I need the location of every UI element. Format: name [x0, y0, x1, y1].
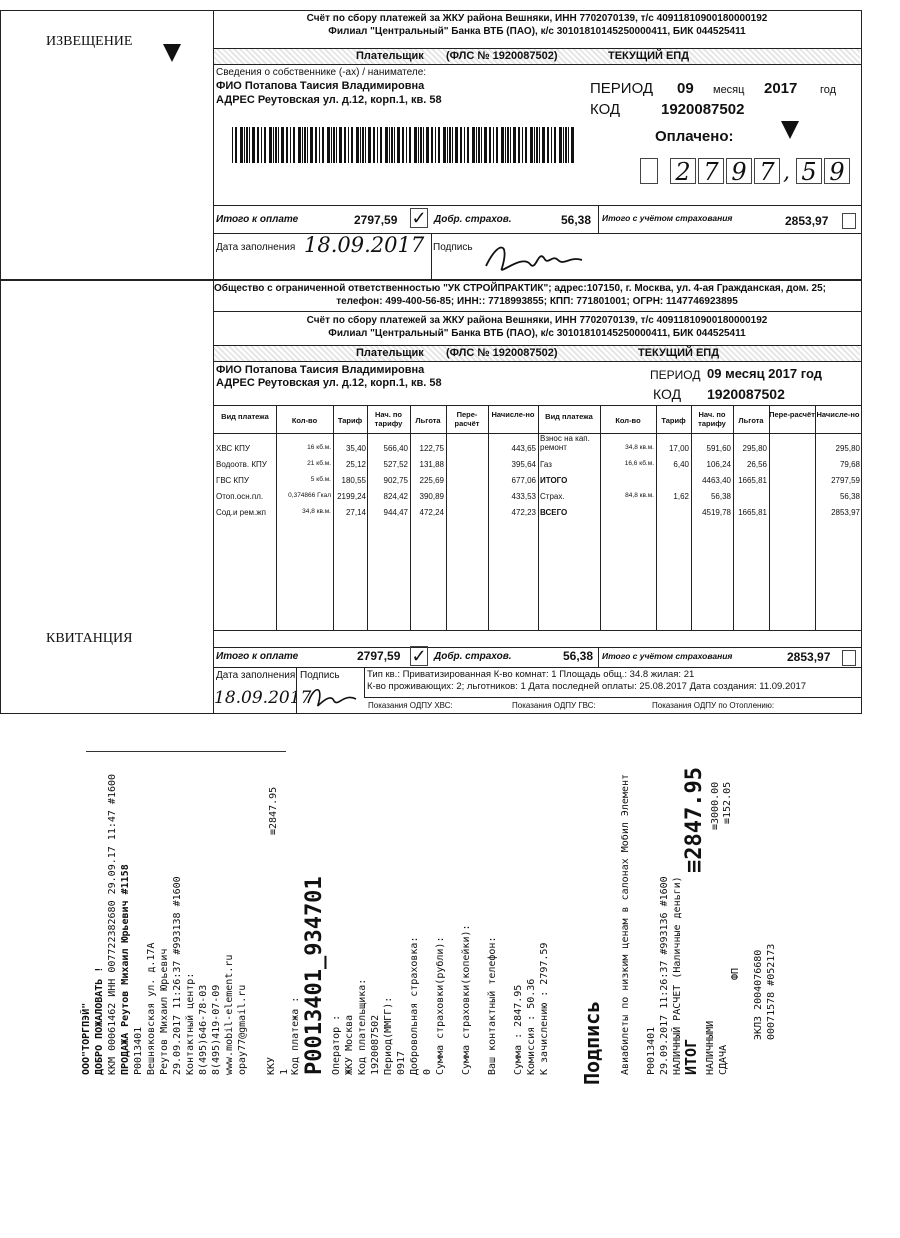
- col-header: Нач. по тарифу: [374, 410, 403, 428]
- payer-label: Плательщик: [356, 50, 424, 62]
- bank-line-1: Счёт по сбору платежей за ЖКУ района Вешняки, ИНН 7702070139, т/с 40911810900180000192: [306, 315, 768, 326]
- cheque-line: Период(ММГГ):: [383, 996, 394, 1075]
- left_rows-cell: 21 кб.м.: [307, 460, 331, 467]
- epd-label: ТЕКУЩИЙ ЕПД: [608, 50, 690, 62]
- right_rows-cell: 56,38: [839, 492, 860, 501]
- cheque-signature-label: Подпись: [580, 1000, 604, 1085]
- ins-value: 56,38: [561, 213, 592, 227]
- owner-address: АДРЕС Реутовская ул. д.12, корп.1, кв. 58: [216, 377, 442, 389]
- right_rows-cell: 4519,78: [702, 508, 731, 517]
- cheque-line: ДОБРО ПОЖАЛОВАТЬ !: [94, 966, 105, 1075]
- col-header: Вид платежа: [221, 412, 269, 421]
- sign-label: Подпись: [433, 242, 473, 253]
- receipt-label: КВИТАНЦИЯ: [46, 631, 133, 646]
- triangle-marker-icon: [163, 44, 181, 62]
- owner-caption: Сведения о собственнике (-ах) / нанимателе:: [216, 67, 427, 78]
- total-value: 2797,59: [354, 213, 398, 227]
- right_rows-cell: Газ: [540, 460, 552, 469]
- total-label: Итого к оплате: [216, 651, 299, 662]
- cheque-eklz: ЭКЛЗ 2004076680: [753, 949, 764, 1040]
- period-label: ПЕРИОД: [590, 80, 654, 97]
- cheque-line: 29.09.2017 11:26:37 #993138 #1600: [172, 876, 183, 1075]
- cheque-line: Сумма страховки(рубли):: [435, 936, 446, 1075]
- left_rows-cell: 2199,24: [337, 492, 366, 501]
- cheque-line: Комиссия : 50.36: [526, 978, 537, 1075]
- epd-label: ТЕКУЩИЙ ЕПД: [638, 347, 720, 359]
- right_rows-cell: Страх.: [540, 492, 565, 501]
- owner-fio: ФИО Потапова Таисия Владимировна: [216, 80, 425, 92]
- cheque-kku-label: ККУ: [266, 1056, 277, 1075]
- code-label: КОД: [590, 101, 621, 118]
- cheque-kku-block: [265, 1057, 291, 1075]
- meter-hot: Показания ОДПУ ГВС:: [512, 701, 596, 710]
- date-label: Дата заполнения: [216, 242, 296, 253]
- left_rows-cell: 395,64: [511, 460, 536, 469]
- checkbox-empty-icon: [842, 213, 856, 229]
- left_rows-cell: 902,75: [383, 476, 408, 485]
- cheque-line: www.mobil-element.ru: [224, 954, 235, 1075]
- period-value: 09 месяц 2017 год: [707, 366, 822, 381]
- right_rows-cell: 2853,97: [831, 508, 860, 517]
- apartment-info: [367, 669, 806, 693]
- col-header: Тариф: [661, 416, 686, 425]
- left_rows-cell: ХВС КПУ: [216, 444, 250, 453]
- left_rows-cell: 824,42: [383, 492, 408, 501]
- cheque-line: [499, 924, 512, 1075]
- left_rows-cell: 225,69: [419, 476, 444, 485]
- cheque-kku-qty: 1: [279, 1068, 290, 1075]
- code-value: 1920087502: [707, 386, 785, 402]
- left_rows-cell: 131,88: [419, 460, 444, 469]
- cheque-line: opay77@gmail.ru: [237, 984, 248, 1075]
- col-header: Нач. по тарифу: [698, 410, 726, 428]
- left_rows-cell: 16 кб.м.: [307, 444, 331, 451]
- left_rows-cell: 566,40: [383, 444, 408, 453]
- cheque-line: Вешняковская ул. д.17А: [146, 942, 157, 1075]
- right_rows-cell: 295,80: [835, 444, 860, 453]
- left_rows-cell: 35,40: [345, 444, 366, 453]
- right_rows-cell: 84,8 кв.м.: [625, 492, 654, 499]
- paid-digit: 9: [824, 158, 850, 184]
- barcode: [232, 127, 576, 163]
- left_rows-cell: 34,8 кв.м.: [302, 508, 331, 515]
- right_rows-cell: Взнос на кап. ремонт: [540, 434, 590, 452]
- col-header: Тариф: [337, 416, 363, 425]
- checkbox-checked-icon: ✓: [411, 646, 427, 666]
- year-word: год: [820, 84, 837, 96]
- right_rows-cell: 4463,40: [702, 476, 731, 485]
- apartment-info-line-1: Тип кв.: Приватизированная К-во комнат: 1 Площадь общ.: 34.8 жилая: 21: [367, 669, 695, 680]
- payer-label: Плательщик: [356, 347, 424, 359]
- period-year: 2017: [764, 80, 798, 97]
- paid-digit: 7: [698, 158, 724, 184]
- right_rows-cell: 16,6 кб.м.: [624, 460, 654, 467]
- apartment-info-line-2: К-во проживающих: 2; льготников: 1 Дата последней оплаты: 25.08.2017 Дата создания: 11.09.2017: [367, 681, 807, 692]
- right_rows-cell: 17,00: [668, 444, 689, 453]
- cheque-line: [632, 774, 645, 1075]
- cheque-header-block: [80, 774, 249, 1075]
- payer-id: (ФЛС № 1920087502): [446, 347, 558, 359]
- col-header: Льгота: [738, 416, 764, 425]
- code-value: 1920087502: [661, 101, 745, 118]
- cheque-line: 0917: [396, 1050, 407, 1075]
- total-value: 2797,59: [357, 649, 401, 663]
- left_rows-cell: Водоотв. КПУ: [216, 460, 267, 469]
- cheque-itog-label: ИТОГ: [682, 1038, 700, 1075]
- period-month: 09: [677, 80, 694, 97]
- with-ins-label: Итого с учётом страхования: [602, 651, 733, 661]
- cheque-line: 8(495)419-07-09: [211, 984, 222, 1075]
- cheque-line: Ваш контактный телефон:: [487, 936, 498, 1075]
- cheque-line: ООО"ТОРГПЭЙ": [81, 1002, 92, 1075]
- col-header: Пере-расчёт: [454, 410, 480, 428]
- period-label: ПЕРИОД: [650, 368, 701, 382]
- bank-line-2: Филиал "Центральный" Банка ВТБ (ПАО), к/с 30101810145250000411, БИК 044525411: [328, 328, 746, 339]
- checkbox-checked-icon: ✓: [411, 208, 427, 228]
- cheque-line: ККМ 00061462 ИНН 007722382680 29.09.17 11:47 #1600: [107, 773, 118, 1075]
- signature-icon: [478, 236, 588, 278]
- left_rows-cell: 0,374866 Гкал: [288, 492, 331, 499]
- right_rows-cell: 2797,59: [831, 476, 860, 485]
- paid-digit: 5: [796, 158, 822, 184]
- date-handwritten: 18.09.2017: [214, 688, 312, 708]
- company-details: [214, 282, 860, 308]
- left_rows-cell: 5 кб.м.: [310, 476, 331, 483]
- company-line-1: Общество с ограниченной ответственностью "УК СТРОЙПРАКТИК"; адрес:107150, г. Москва, ул. 4-ая Гражданская, дом. 25;: [214, 283, 826, 294]
- right_rows-cell: 1665,81: [738, 508, 767, 517]
- meter-cold: Показания ОДПУ ХВС:: [368, 701, 453, 710]
- left_rows-cell: Отоп.осн.пл.: [216, 492, 264, 501]
- checkbox-empty-icon: [842, 650, 856, 666]
- ins-value: 56,38: [563, 649, 594, 663]
- signature-icon: [304, 681, 360, 711]
- cheque-line: Сумма : 2847.95: [513, 984, 524, 1075]
- right_rows-cell: 1,62: [673, 492, 689, 501]
- cheque-line: Реутов Михаил Юрьевич: [159, 948, 170, 1075]
- with-ins-value: 2853,97: [787, 650, 831, 664]
- receipt-bank-details: [214, 314, 860, 340]
- company-line-2: телефон: 499-400-56-85; ИНН:: 7718993855; КПП: 771801001; ОГРН: 1147746923895: [336, 296, 738, 307]
- cheque-pay-code-label: Код платежа :: [290, 996, 301, 1075]
- left_rows-cell: 443,65: [511, 444, 536, 453]
- cheque-eklz-block: [752, 944, 778, 1040]
- ins-label: Добр. страхов.: [434, 214, 512, 225]
- bank-line-1: Счёт по сбору платежей за ЖКУ района Вешняки, ИНН 7702070139, т/с 40911810900180000192: [306, 13, 768, 24]
- cheque-line: Сумма страховки(копейки):: [461, 924, 472, 1075]
- cheque-line: Авиабилеты по низким ценам в салонах Мобил Элемент: [620, 773, 631, 1075]
- owner-address: АДРЕС Реутовская ул. д.12, корп.1, кв. 58: [216, 94, 442, 106]
- left_rows-cell: 25,12: [345, 460, 366, 469]
- right_rows-cell: 34,8 кв.м.: [625, 444, 654, 451]
- paid-label: Оплачено:: [655, 128, 734, 145]
- total-label: Итого к оплате: [216, 214, 299, 225]
- cheque-change-label: СДАЧА: [718, 1044, 729, 1075]
- left_rows-cell: 433,53: [511, 492, 536, 501]
- notice-label: ИЗВЕЩЕНИЕ: [46, 34, 133, 49]
- paid-digit: 7: [754, 158, 780, 184]
- cheque-operator-block: [330, 924, 551, 1075]
- left_rows-cell: 27,14: [345, 508, 366, 517]
- cheque-line: 0: [422, 1068, 433, 1075]
- right_rows-cell: 6,40: [673, 460, 689, 469]
- with-ins-label: Итого с учётом страхования: [602, 213, 733, 223]
- bank-line-2: Филиал "Центральный" Банка ВТБ (ПАО), к/с 30101810145250000411, БИК 044525411: [328, 26, 746, 37]
- cheque-line: ПРОДАЖА Реутов Михаил Юрьевич #1158: [120, 864, 131, 1075]
- right_rows-cell: 56,38: [710, 492, 731, 501]
- cheque-line: P0013401: [646, 1026, 657, 1075]
- cheque-change-value: ≡152.05: [722, 781, 733, 824]
- cheque-line: Код плательщика:: [357, 978, 368, 1075]
- cheque-fp-label: ФП: [730, 967, 741, 980]
- cheque-line: [473, 924, 486, 1075]
- right_rows-cell: ВСЕГО: [540, 508, 568, 517]
- date-handwritten: 18.09.2017: [304, 233, 425, 257]
- owner-fio: ФИО Потапова Таисия Владимировна: [216, 364, 425, 376]
- paid-digit-empty: [640, 158, 658, 184]
- paid-comma: ,: [783, 160, 790, 185]
- left_rows-cell: 944,47: [383, 508, 408, 517]
- right_rows-cell: ИТОГО: [540, 476, 568, 485]
- left_rows-cell: Сод.и рем.жп: [216, 508, 266, 517]
- col-header: Начисле-но: [491, 410, 535, 419]
- paid-digit: 9: [726, 158, 752, 184]
- payer-id: (ФЛС № 1920087502): [446, 50, 558, 62]
- sign-label: Подпись: [300, 670, 340, 681]
- left_rows-cell: 390,89: [419, 492, 444, 501]
- left_rows-cell: 527,52: [383, 460, 408, 469]
- right_rows-cell: 295,80: [742, 444, 767, 453]
- code-label: КОД: [653, 386, 682, 402]
- cheque-line: 1920087502: [370, 1014, 381, 1075]
- cheque-line: ЖКУ Москва: [344, 1014, 355, 1075]
- cheque-cash-value: ≡3000.00: [710, 781, 721, 830]
- cheque-eklz-2: 00071578 #052173: [766, 943, 777, 1040]
- cheque-footer-block: [619, 774, 684, 1075]
- left_rows-cell: 180,55: [341, 476, 366, 485]
- col-header: Кол-во: [291, 416, 318, 425]
- cheque-itog-value: ≡2847.95: [682, 767, 707, 873]
- cheque-cash-label: НАЛИЧНЫМИ: [705, 1020, 716, 1075]
- right_rows-cell: 1665,81: [738, 476, 767, 485]
- month-word: месяц: [713, 84, 745, 96]
- bank-details: [214, 12, 860, 38]
- cheque-line: Контактный центр:: [185, 972, 196, 1075]
- with-ins-value: 2853,97: [785, 214, 829, 228]
- right_rows-cell: 106,24: [706, 460, 731, 469]
- left_rows-cell: 677,06: [511, 476, 536, 485]
- paid-marker-icon: [781, 121, 799, 139]
- cheque-line: Р0013401: [133, 1026, 144, 1075]
- cheque-line: Оператор :: [331, 1014, 342, 1075]
- col-header: Вид платежа: [545, 412, 593, 421]
- paid-digit: 2: [670, 158, 696, 184]
- right_rows-cell: 79,68: [839, 460, 860, 469]
- date-label: Дата заполнения: [216, 670, 296, 681]
- right_rows-cell: 26,56: [746, 460, 767, 469]
- cheque-pay-code: P0013401_934701: [302, 876, 327, 1075]
- left_rows-cell: 472,24: [419, 508, 444, 517]
- cheque-line: [447, 924, 460, 1075]
- col-header: Начисле-но: [816, 410, 860, 419]
- left_rows-cell: ГВС КПУ: [216, 476, 249, 485]
- cheque-line: НАЛИЧНЫЙ РАСЧЕТ (Наличные деньги): [672, 876, 683, 1075]
- cheque-kku-sum: ≡2847.95: [268, 786, 279, 835]
- left_rows-cell: 472,23: [511, 508, 536, 517]
- left_rows-cell: 122,75: [419, 444, 444, 453]
- col-header: Льгота: [415, 416, 441, 425]
- right_rows-cell: 591,60: [706, 444, 731, 453]
- col-header: Кол-во: [615, 416, 641, 425]
- cheque-line: К зачислению : 2797.59: [539, 942, 550, 1075]
- meter-heating: Показания ОДПУ по Отоплению:: [652, 701, 775, 710]
- cheque-line: Добровольная страховка:: [409, 936, 420, 1075]
- ins-label: Добр. страхов.: [434, 651, 512, 662]
- col-header: Пере-расчёт: [769, 410, 815, 419]
- cheque-line: 29.09.2017 11:26:37 #993136 #1600: [659, 876, 670, 1075]
- cheque-line: 8(495)646-78-03: [198, 984, 209, 1075]
